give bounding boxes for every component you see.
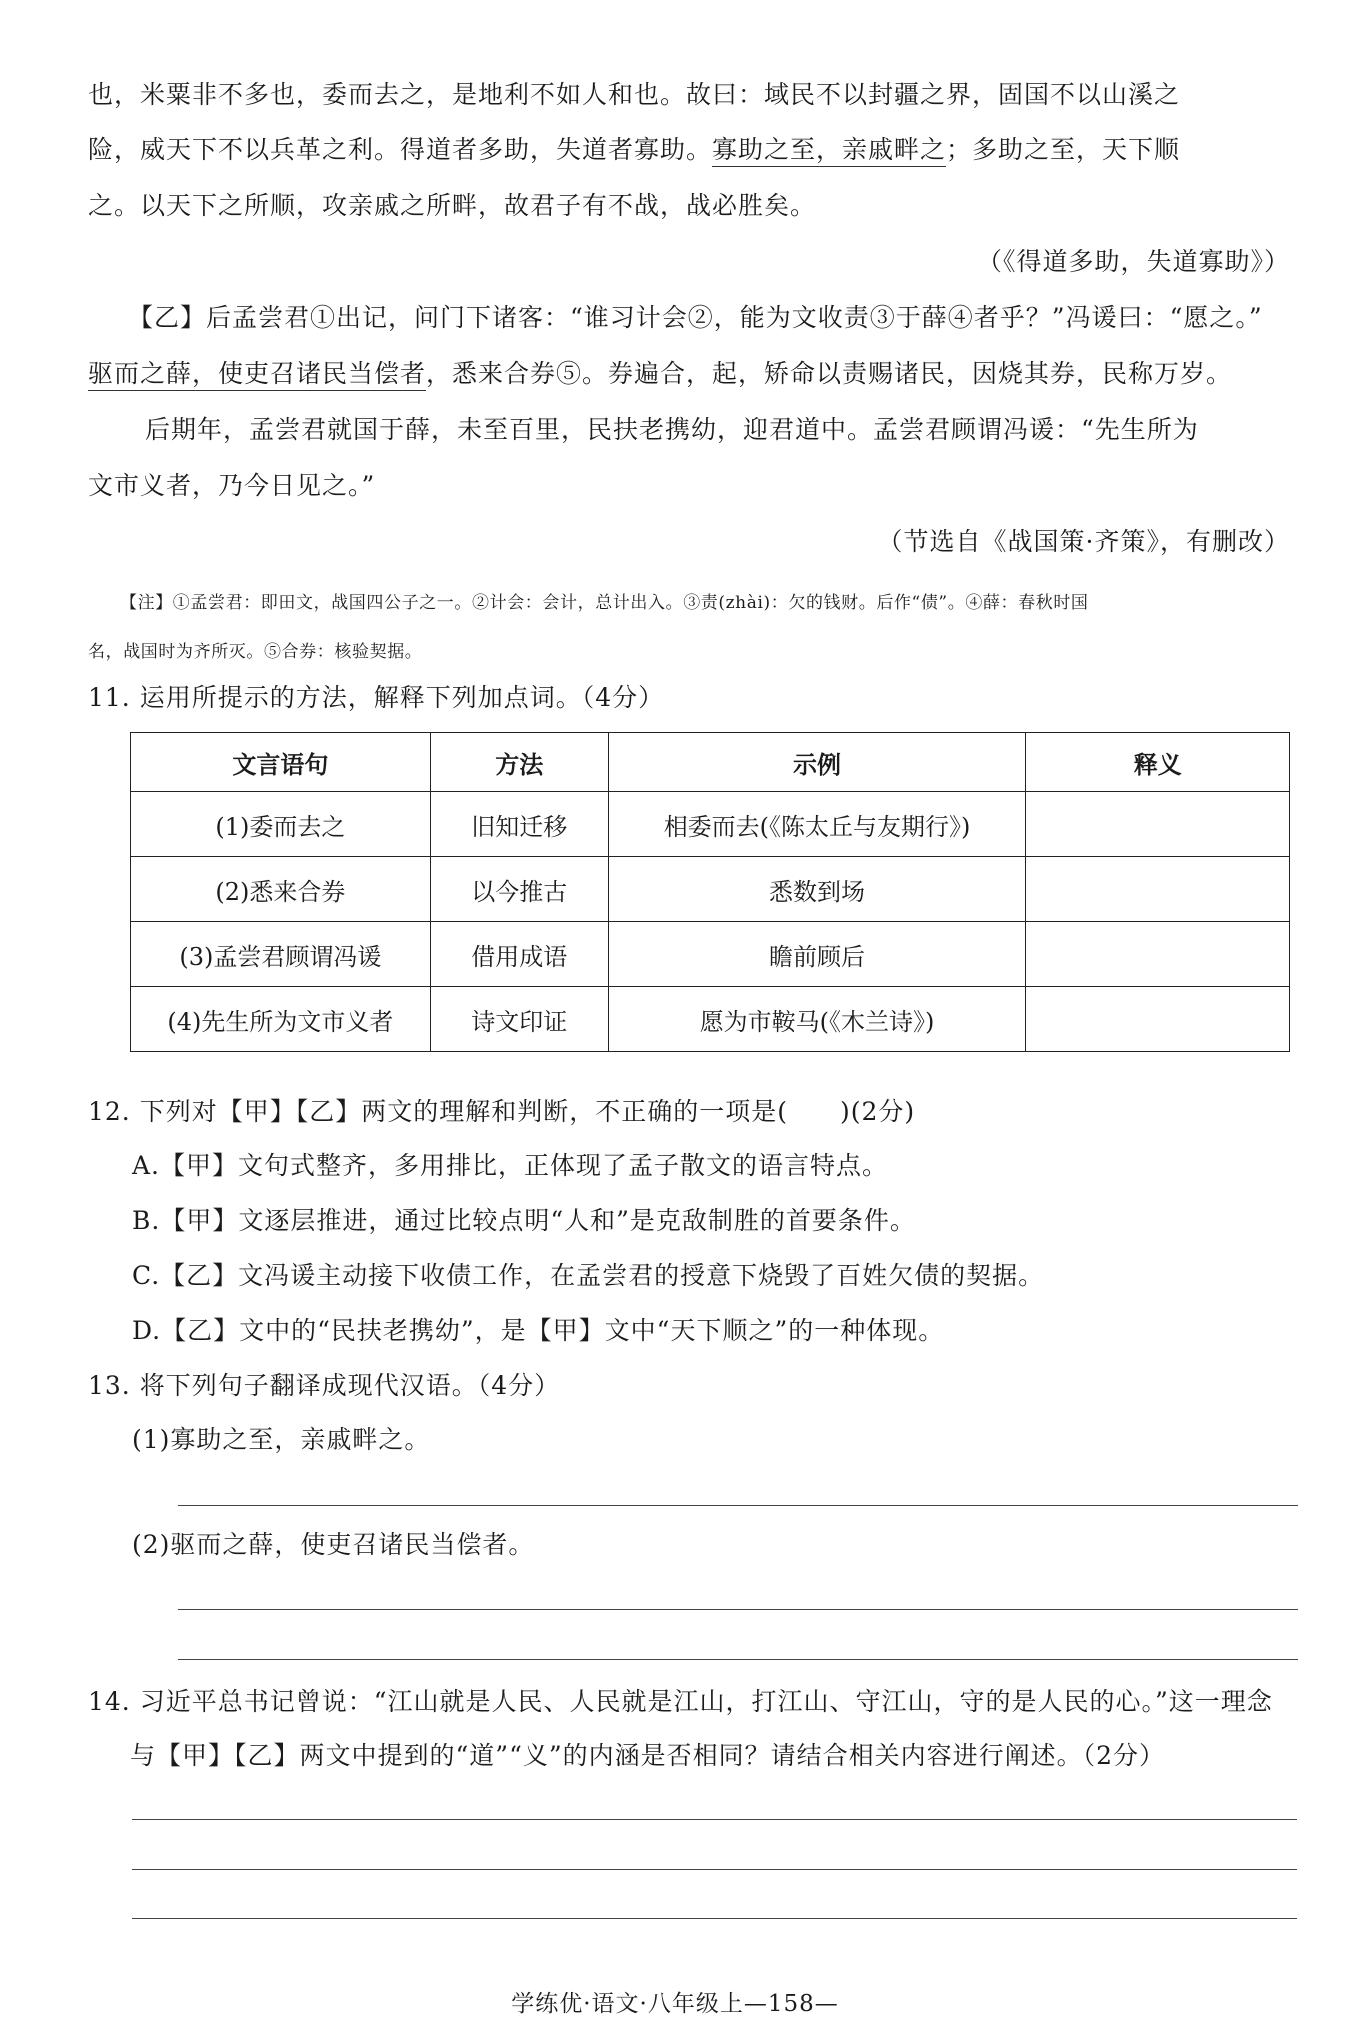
q14-answer-line-3[interactable]: [132, 1918, 1297, 1919]
jia-text-line-2-start: 险，威天下不以兵革之利。得道者多助，失道者寡助。: [88, 135, 713, 164]
header-example: 示例: [608, 733, 1026, 792]
yi-text-line-2: [88, 359, 1288, 389]
q12-title: 12. 下列对【甲】【乙】两文的理解和判断，不正确的一项是( )(2分): [88, 1097, 916, 1126]
jia-text-line-3: 之。以天下之所顺，攻亲戚之所畔，故君子有不战，战必胜矣。: [88, 191, 817, 220]
yi-text-line-2-end: ，悉来合券⑤。券遍合，起，矫命以责赐诸民，因烧其券，民称万岁。: [426, 359, 1233, 388]
header-meaning: 释义: [1026, 733, 1290, 792]
yi-source: （节选自《战国策·齐策》，有删改）: [877, 527, 1290, 556]
q12-option-c[interactable]: C.【乙】文冯谖主动接下收债工作，在孟尝君的授意下烧毁了百姓欠债的契据。: [132, 1261, 1045, 1290]
yi-underlined-sentence: 驱而之薛，使吏召诸民当偿者: [88, 359, 426, 391]
table-row: [131, 792, 1290, 857]
jia-text-line-2: [88, 135, 1288, 165]
row-method: 借用成语: [430, 922, 608, 987]
row-answer-cell[interactable]: [1026, 922, 1290, 987]
jia-underlined-sentence: 寡助之至，亲戚畔之: [712, 135, 946, 167]
notes-line-1: 【注】①孟尝君：即田文，战国四公子之一。②计会：会计，总计出入。③责(zhài)：欠的钱财。后作“债”。④薛：春秋时国: [120, 593, 1089, 613]
row-example: 愿为市鞍马(《木兰诗》): [608, 987, 1026, 1052]
q14-line-1: 14. 习近平总书记曾说：“江山就是人民、人民就是江山，打江山、守江山，守的是人民的心。”这一理念: [88, 1687, 1273, 1716]
page-footer: 学练优·语文·八年级上—158—: [511, 1991, 839, 2017]
row-sentence: (2)悉来合券: [131, 857, 431, 922]
q13-sentence-1: (1)寡助之至，亲戚畔之。: [132, 1425, 431, 1454]
row-method: 诗文印证: [430, 987, 608, 1052]
row-method: 旧知迁移: [430, 792, 608, 857]
row-example: 瞻前顾后: [608, 922, 1026, 987]
table-row: [131, 922, 1290, 987]
row-answer-cell[interactable]: [1026, 857, 1290, 922]
q13-answer-line-2[interactable]: [178, 1609, 1298, 1610]
yi-text-line-1: 【乙】后孟尝君①出记，问门下诸客：“谁习计会②，能为文收责③于薛④者乎？”冯谖曰：“愿之。”: [128, 303, 1263, 332]
header-method: 方法: [430, 733, 608, 792]
q13-sentence-2: (2)驱而之薛，使吏召诸民当偿者。: [132, 1530, 535, 1559]
jia-text-line-2-end: ；多助之至，天下顺: [946, 135, 1181, 164]
q14-line-2: 与【甲】【乙】两文中提到的“道”“义”的内涵是否相同？请结合相关内容进行阐述。（2分）: [130, 1741, 1166, 1770]
table-row: [131, 987, 1290, 1052]
row-sentence: (3)孟尝君顾谓冯谖: [131, 922, 431, 987]
row-example: 相委而去(《陈太丘与友期行》): [608, 792, 1026, 857]
yi-text-line-3: 后期年，孟尝君就国于薛，未至百里，民扶老携幼，迎君道中。孟尝君顾谓冯谖：“先生所为: [145, 415, 1199, 444]
q14-answer-line-1[interactable]: [132, 1819, 1297, 1820]
q13-answer-line-1[interactable]: [178, 1505, 1298, 1506]
q13-title: 13. 将下列句子翻译成现代汉语。（4分）: [88, 1371, 561, 1400]
row-sentence: (1)委而去之: [131, 792, 431, 857]
header-sentence: 文言语句: [131, 733, 431, 792]
notes-line-2: 名，战国时为齐所灭。⑤合券：核验契据。: [88, 642, 423, 662]
q11-table: [130, 732, 1290, 1052]
q14-answer-line-2[interactable]: [132, 1869, 1297, 1870]
q13-answer-line-3[interactable]: [178, 1659, 1298, 1660]
row-example: 悉数到场: [608, 857, 1026, 922]
row-sentence: (4)先生所为文市义者: [131, 987, 431, 1052]
q11-title: 11. 运用所提示的方法，解释下列加点词。（4分）: [88, 683, 665, 712]
q11-table-header: [131, 733, 1290, 792]
q12-option-b[interactable]: B.【甲】文逐层推进，通过比较点明“人和”是克敌制胜的首要条件。: [132, 1206, 916, 1235]
q12-option-a[interactable]: A.【甲】文句式整齐，多用排比，正体现了孟子散文的语言特点。: [132, 1151, 889, 1180]
jia-source: （《得道多助，失道寡助》）: [976, 247, 1290, 276]
row-answer-cell[interactable]: [1026, 792, 1290, 857]
q12-option-d[interactable]: D.【乙】文中的“民扶老携幼”，是【甲】文中“天下顺之”的一种体现。: [132, 1316, 945, 1345]
row-answer-cell[interactable]: [1026, 987, 1290, 1052]
row-method: 以今推古: [430, 857, 608, 922]
table-row: [131, 857, 1290, 922]
jia-text-line-1: 也，米粟非不多也，委而去之，是地利不如人和也。故曰：域民不以封疆之界，固国不以山溪之: [88, 80, 1181, 109]
yi-text-line-4: 文市义者，乃今日见之。”: [88, 471, 376, 500]
